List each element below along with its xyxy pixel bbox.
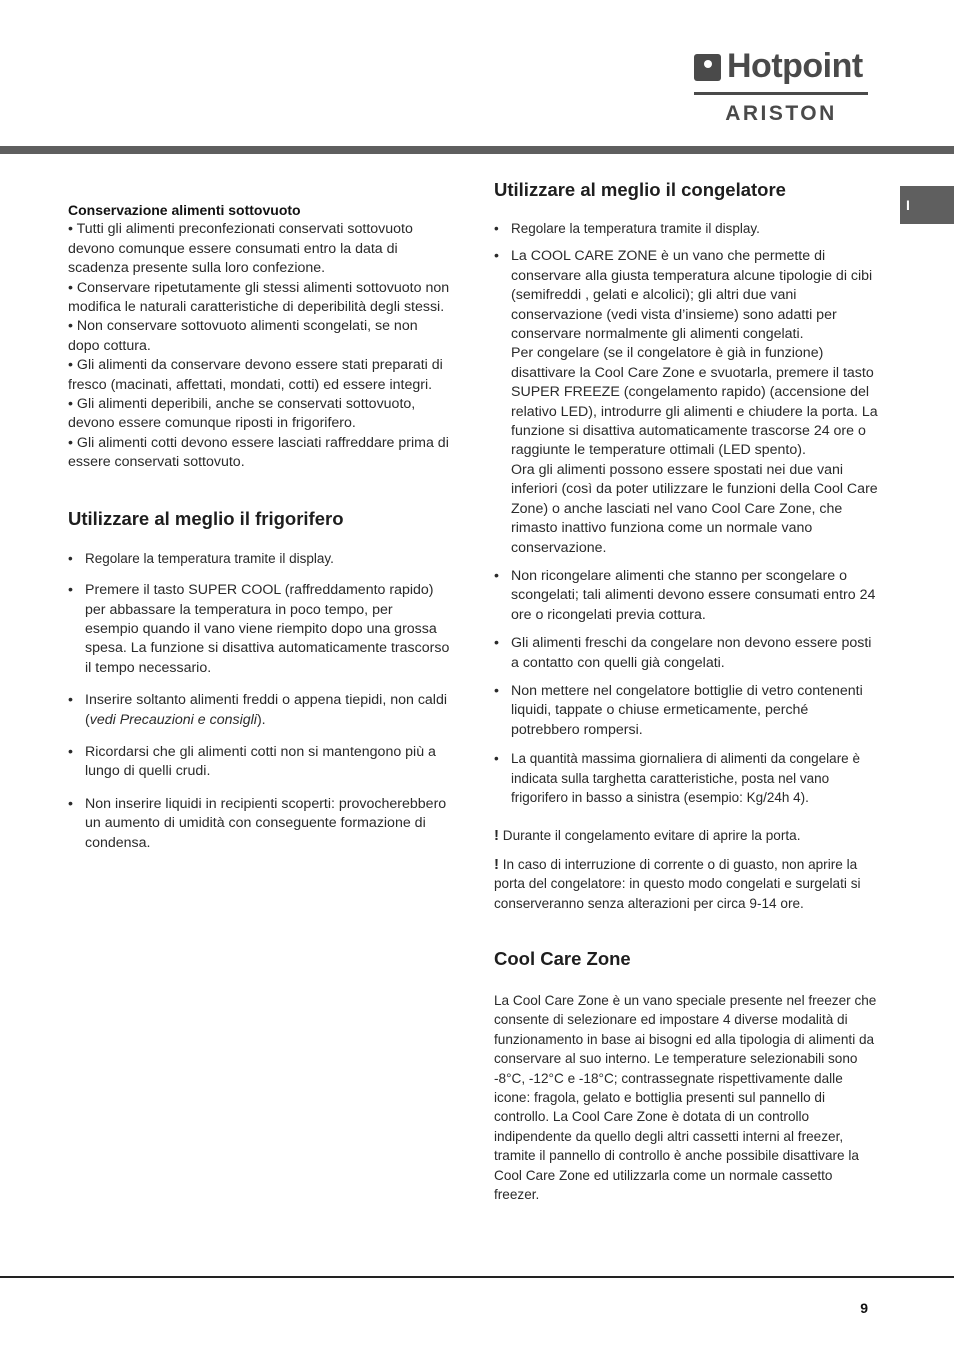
warning-mark: ! [494,827,499,845]
move-food-text: Ora gli alimenti possono essere spostati nei due vani inferiori (così da poter utilizzare le funzioni della Cool Care Zone) o anche lasciati nel vano Cool Care Zone, che rimasto inattivo funziona come un normale vano conservazione. [511,461,878,556]
vacuum-line: • Gli alimenti deperibili, anche se conservati sottovuoto, devono essere comunque riposti in frigorifero. [68,396,416,432]
footer-rule [0,1276,954,1278]
fridge-heading: Utilizzare al meglio il frigorifero [68,507,344,529]
list-item: • Non ricongelare alimenti che stanno per scongelare o scongelati; tali alimenti devono essere consumati entro 24 ore o ricongelati previa cottura. [494,567,878,625]
cool-care-zone-text: La Cool Care Zone è un vano speciale presente nel freezer che consente di selezionare ed impostare 4 diverse modalità di funzionamento in base ai bisogni ed alla tipologia di alimenti da conservare al suo interno. Le temperature selezionabili sono -8°C, -12°C e -18°C; contrassegnate rispettivamente dalle icone: fragola, gelato e bottiglia presenti sul pannello di controllo. La Cool Care Zone è dotata di un controllo indipendente da quello degli altri cassetti interni al freezer, tramite il pannello di controllo è anche possibile disattivare la Cool Care Zone ed utilizzarla come un normale cassetto freezer. [494,993,877,1203]
brand-logo [694,47,870,126]
right-column [494,178,878,1204]
vacuum-line: • Conservare ripetutamente gli stessi alimenti sottovuoto non modifica le naturali caratteristiche di deperibilità degli stessi. [68,279,450,316]
vacuum-line: • Gli alimenti da conservare devono essere stati preparati di fresco (macinati, affettati, mondati, cotti) ed essere integri. [68,357,443,393]
list-item: • Non inserire liquidi in recipienti scoperti: provocherebbero un aumento di umidità con conseguente formazione di condensa. [68,795,450,853]
vacuum-line: • Tutti gli alimenti preconfezionati conservati sottovuoto devono comunque essere consumati entro la data di scadenza presente sulla loro confezione. [68,221,413,277]
language-tab: I [900,186,954,224]
left-column [68,201,450,853]
fridge-list [68,549,450,853]
list-item [68,691,450,730]
freezer-heading: Utilizzare al meglio il congelatore [494,179,786,200]
freeze-instructions: Per congelare (se il congelatore è già in funzione) disattivare la Cool Care Zone e svuotarla, premere il tasto SUPER FREEZE (congelamento rapido) (accensione del relativo LED), introdurre gli alimenti e chiudere la porta. La funzione si disattiva automaticamente trascorse 24 ore o raggiunte le temperature ottimali (LED spento). [511,345,878,459]
list-item: • Ricordarsi che gli alimenti cotti non si mantengono più a lungo di quelli crudi. [68,743,450,782]
list-item: • La quantità massima giornaliera di alimenti da congelare è indicata sulla targhetta caratteristiche, posta nel vano frigorifero in basso a sinistra (esempio: Kg/24h 4). [494,749,878,807]
header-bar [0,146,954,154]
logo-divider [694,92,868,95]
cross-reference: vedi Precauzioni e consigli [89,711,257,728]
list-item-text-end: ). [256,711,266,728]
list-item: • Gli alimenti freschi da congelare non devono essere posti a contatto con quelli già congelati. [494,634,878,673]
cool-care-zone-heading: Cool Care Zone [494,948,631,969]
page-number: 9 [860,1300,868,1316]
warning-mark: ! [494,855,499,873]
list-item: • Regolare la temperatura tramite il display. [494,219,878,238]
list-item: • Non mettere nel congelatore bottiglie di vetro contenenti liquidi, tappate o chiuse ermeticamente, perché potrebbero rompersi. [494,682,878,740]
warning-text: In caso di interruzione di corrente o di guasto, non aprire la porta del congelatore: in questo modo congelati e surgelati si conserveranno senza alterazioni per circa 9-14 ore. [494,856,861,911]
freezer-list [494,219,878,807]
warning-note [494,855,878,913]
warning-text: Durante il congelamento evitare di aprire la porta. [499,828,801,844]
logo-mark-icon [694,54,721,81]
vacuum-line: • Gli alimenti cotti devono essere lasciati raffreddare prima di essere conservati sottovuto. [68,434,449,471]
brand-subname: ARISTON [725,102,837,125]
vacuum-title: Conservazione alimenti sottovuoto [68,202,301,218]
list-item-text: Inserire soltanto alimenti freddi o appena tiepidi, non caldi ( [85,692,448,728]
list-item: • Regolare la temperatura tramite il display. [68,549,450,568]
list-item-text: La COOL CARE ZONE è un vano che permette di conservare alla giusta temperatura alcune tipologie di cibi (semifreddi , gelati e alcolici); gli altri due vani conservazione (vedi vista d’insieme) sono adatti per conservare normalmente gli alimenti congelati. [511,248,873,343]
brand-name: Hotpoint [727,47,863,85]
list-item: • Premere il tasto SUPER COOL (raffreddamento rapido) per abbassare la temperatura in poco tempo, per esempio quando il vano viene riempito dopo una grossa spesa. La funzione si disattiva automaticamente trascorso il tempo necessario. [68,581,450,678]
warning-note [494,826,878,845]
list-item [494,247,878,558]
vacuum-line: • Non conservare sottovuoto alimenti scongelati, se non dopo cottura. [68,318,418,354]
